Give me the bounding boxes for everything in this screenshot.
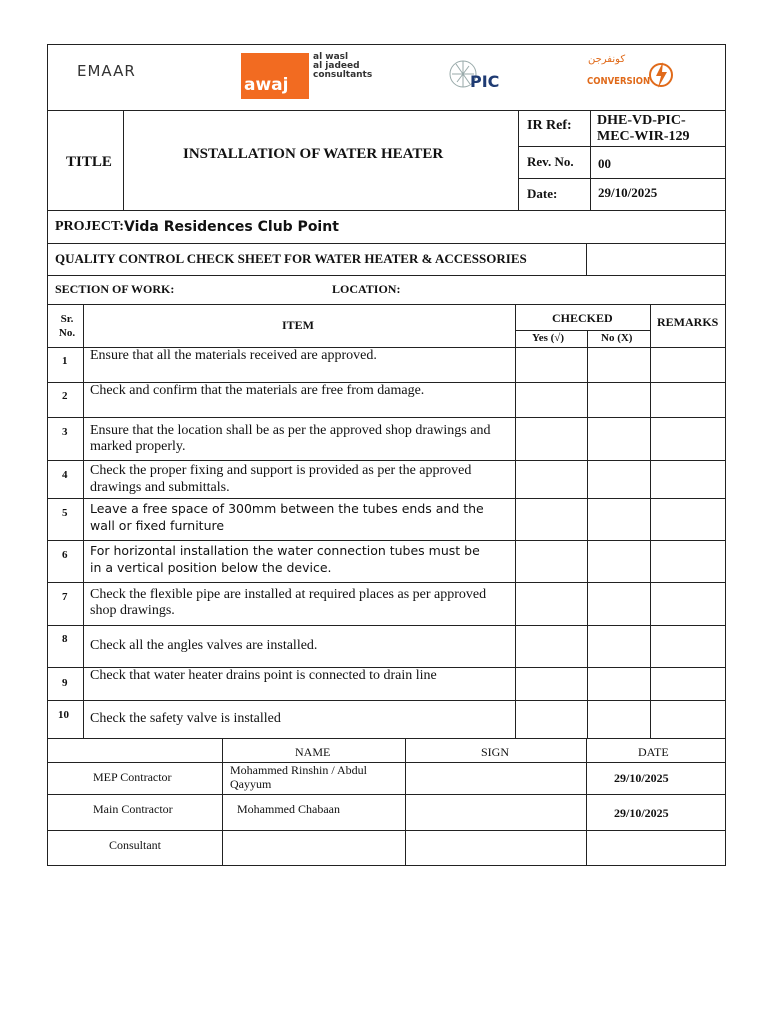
project-label: PROJECT: [55,219,124,234]
row-number: 9 [62,677,68,689]
row-number: 2 [62,390,68,402]
row-number: 4 [62,469,68,481]
qc-title: QUALITY CONTROL CHECK SHEET FOR WATER HEATER & ACCESSORIES [55,251,527,266]
signature-role: Main Contractor [93,802,173,816]
awaj-logo-sub-2: al jadeed [313,61,360,71]
conversion-logo-arabic: كونفرجن [588,54,626,65]
signature-name-header: NAME [295,745,331,759]
row-item-text: Check and confirm that the materials are free from damage. [90,383,425,398]
signature-date-header: DATE [638,745,669,759]
awaj-logo-sub-1: al wasl [313,52,349,62]
row-number: 5 [62,507,68,519]
row-item-text: Check that water heater drains point is connected to drain line [90,668,437,683]
row-item-text: Check the flexible pipe are installed at required places as per approved shop drawings. [90,587,487,618]
row-number: 6 [62,549,68,561]
section-of-work-label: SECTION OF WORK: [55,282,175,296]
awaj-logo [241,53,385,99]
item-header: ITEM [282,318,315,332]
title-label: TITLE [66,154,112,170]
signature-sign-header: SIGN [481,745,510,759]
date-value: 29/10/2025 [598,185,658,200]
signature-name: Mohammed Chabaan [237,802,340,816]
row-number: 1 [62,355,68,367]
ir-ref-label: IR Ref: [527,118,572,133]
signature-name: Mohammed Rinshin / Abdul Qayyum [230,763,368,791]
ir-ref-value: DHE-VD-PIC-MEC-WIR-129 [597,113,690,144]
row-number: 7 [62,591,68,603]
awaj-logo-sub-3: consultants [313,70,373,80]
awaj-logo-text: awaj [244,75,289,95]
conversion-logo [586,54,676,100]
location-label: LOCATION: [332,282,401,296]
date-label: Date: [527,186,558,201]
no-header: No (X) [601,332,633,344]
row-item-text: Check all the angles valves are installed. [90,638,318,653]
row-item-text: For horizontal installation the water connection tubes must be in a vertical position below the device. [90,543,480,575]
signature-date: 29/10/2025 [614,771,669,785]
signature-date: 29/10/2025 [614,806,669,820]
row-item-text: Check the safety valve is installed [90,711,281,726]
rev-value: 00 [598,156,611,171]
row-item-text: Check the proper fixing and support is provided as per the approved drawings and submittals. [90,463,472,495]
row-number: 10 [58,709,69,721]
awaj-logo-block [241,53,309,99]
row-item-text: Leave a free space of 300mm between the tubes ends and the wall or fixed furniture [90,501,484,533]
signature-role: Consultant [109,838,162,852]
yes-header: Yes (√) [532,332,565,344]
sr-no-header: Sr. No. [58,313,76,339]
remarks-header: REMARKS [657,315,719,329]
emaar-logo: EMAAR [77,62,136,80]
document-title: INSTALLATION OF WATER HEATER [183,146,444,162]
project-value: Vida Residences Club Point [124,219,339,235]
bolt-icon [648,58,674,92]
pic-logo-text: PIC [470,72,500,91]
row-item-text: Ensure that all the materials received are approved. [90,348,377,363]
row-item-text: Ensure that the location shall be as per the approved shop drawings and marked properly. [90,423,491,454]
row-number: 3 [62,426,68,438]
pic-logo [448,54,510,98]
row-number: 8 [62,633,68,645]
conversion-logo-text: CONVERSION [587,76,651,87]
signature-role: MEP Contractor [93,770,172,784]
checked-header: CHECKED [552,311,613,325]
rev-label: Rev. No. [527,154,574,169]
